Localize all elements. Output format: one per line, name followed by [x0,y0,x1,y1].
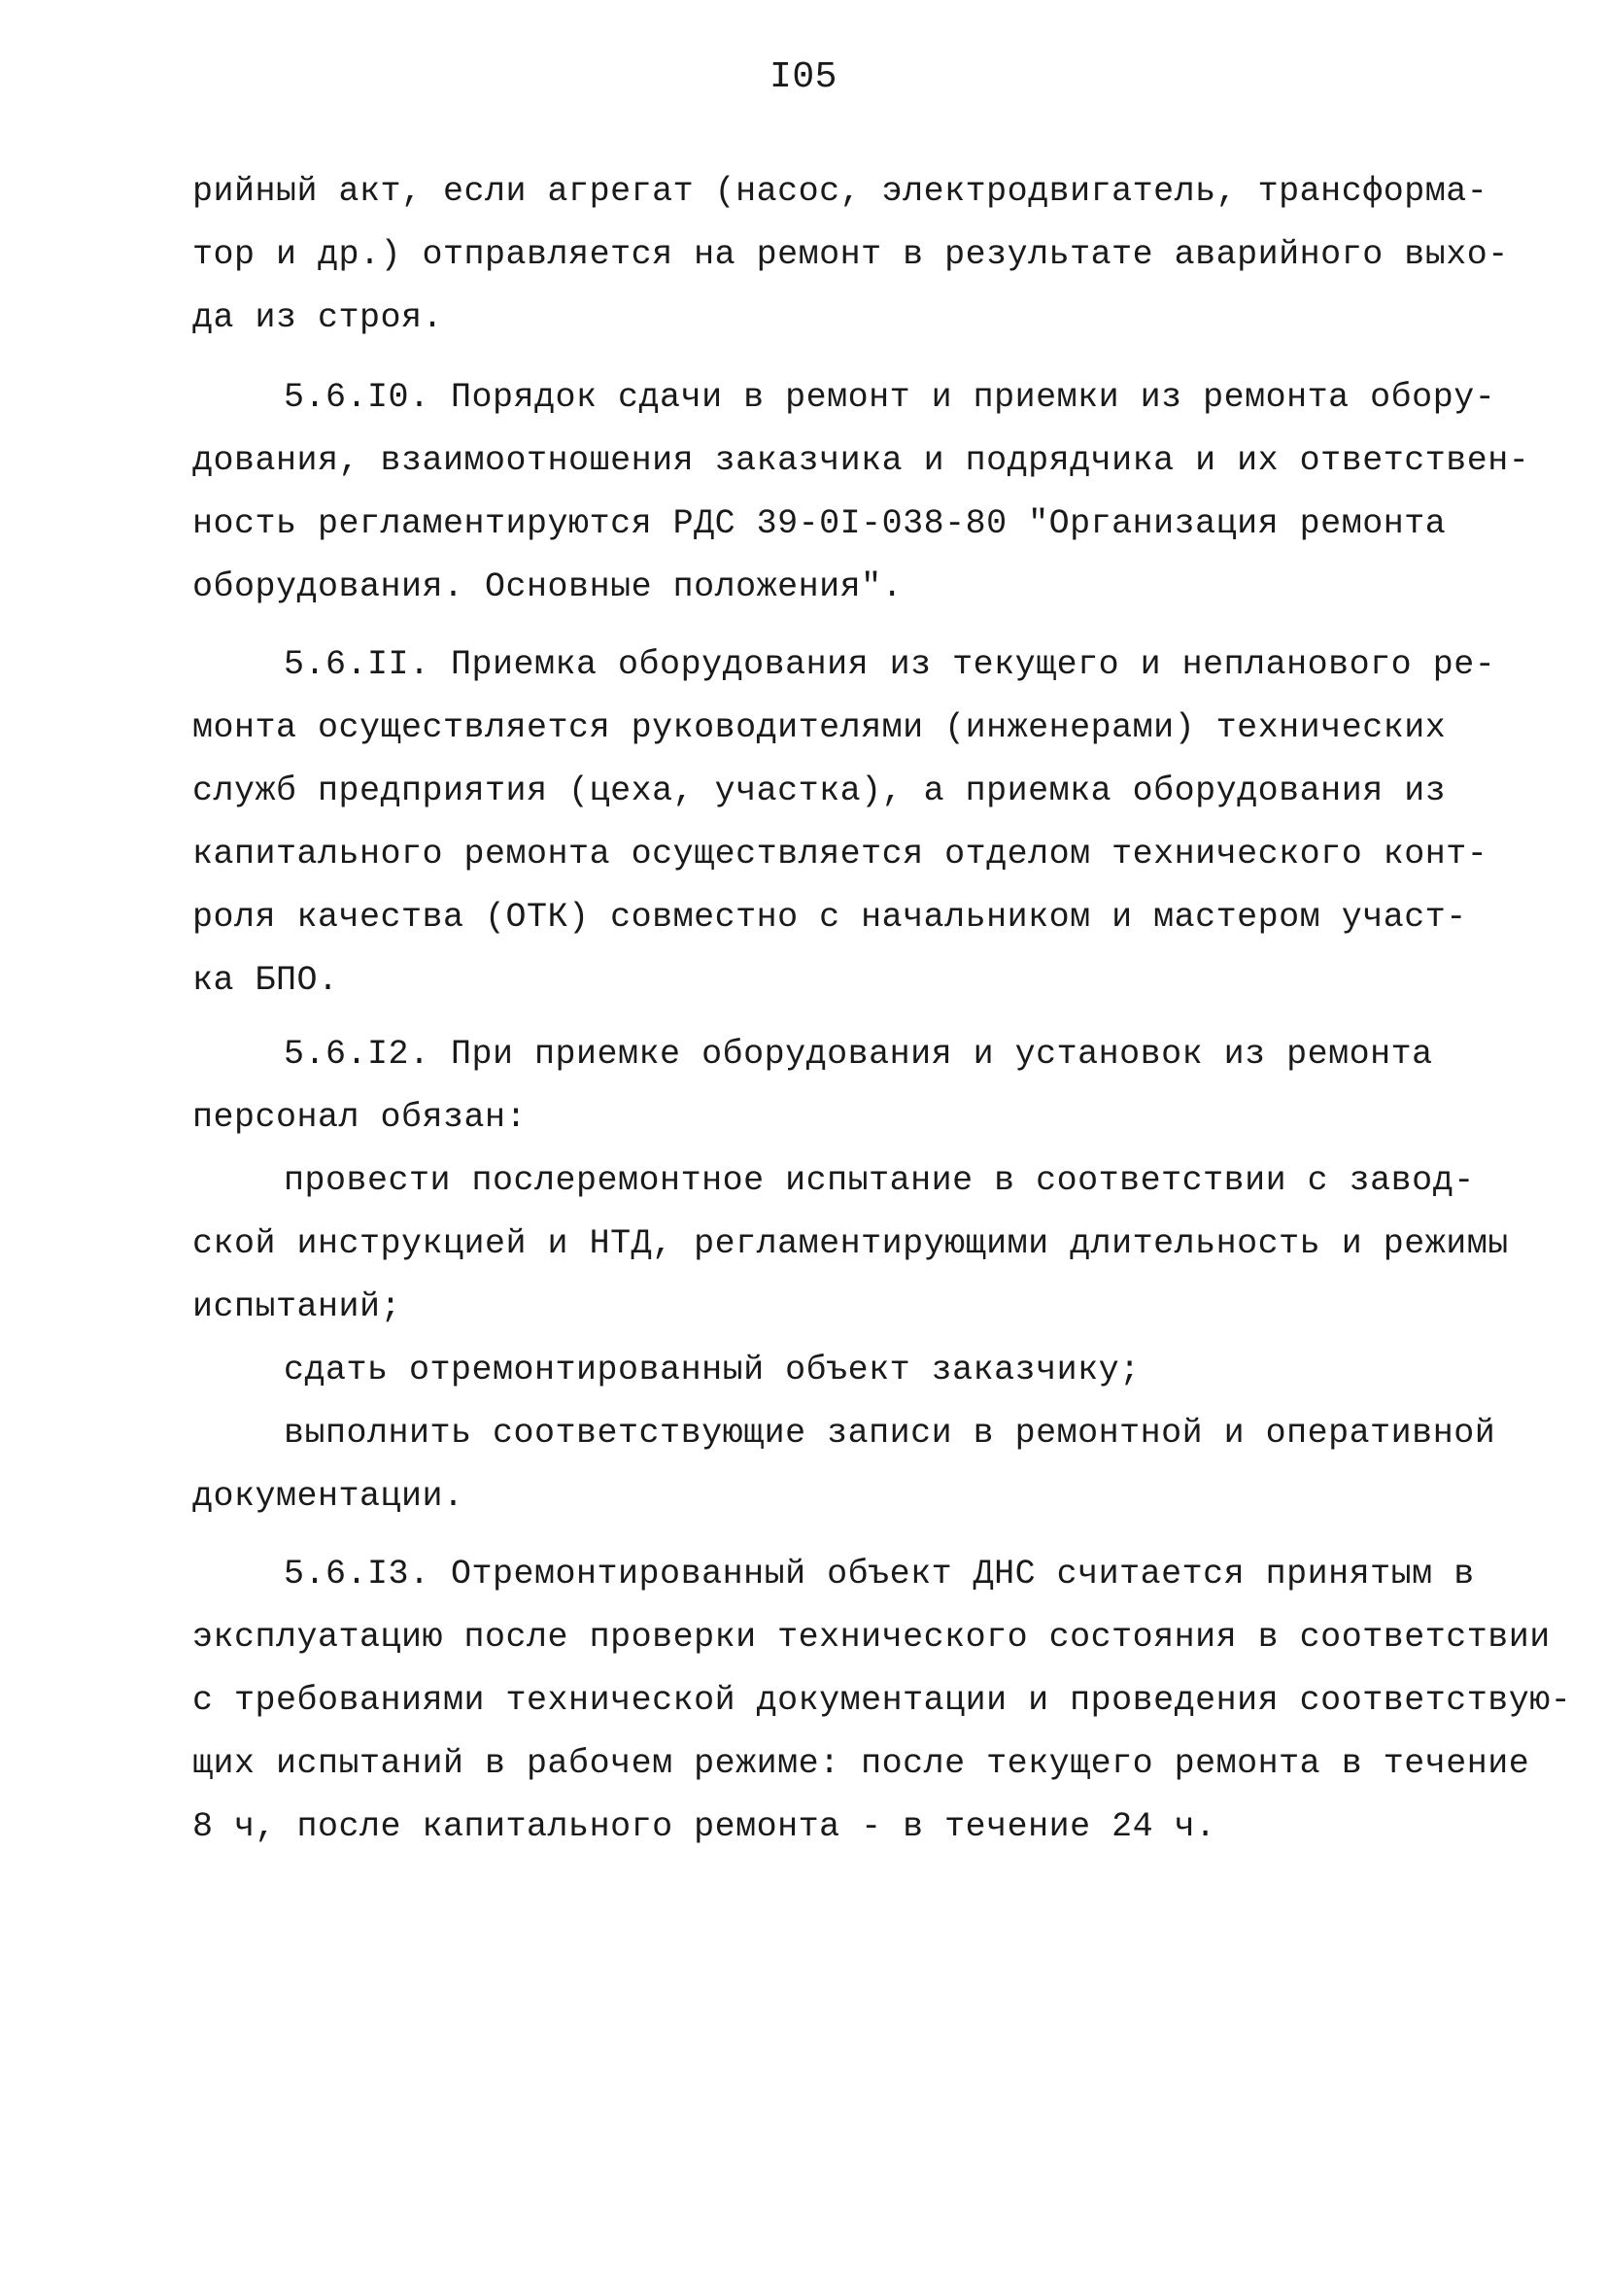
paragraph-5-6-12-heading-line: 5.6.I2. При приемке оборудования и установок из ремонта [284,1035,1433,1074]
list-item-line: провести послеремонтное испытание в соответствии с завод- [284,1161,1475,1200]
text-line: ка БПО. [192,961,339,1000]
text-line: монта осуществляется руководителями (инженерами) технических [192,708,1447,747]
text-line: щих испытаний в рабочем режиме: после текущего ремонта в течение [192,1744,1530,1783]
text-line: эксплуатацию после проверки технического состояния в соответствии [192,1618,1551,1657]
list-item-line: выполнить соответствующие записи в ремонтной и оперативной [284,1414,1496,1453]
paragraph-5-6-10-heading-line: 5.6.I0. Порядок сдачи в ремонт и приемки из ремонта обору- [284,378,1496,417]
text-line: персонал обязан: [192,1098,528,1137]
text-line: 8 ч, после капитального ремонта - в течение 24 ч. [192,1807,1216,1846]
text-line: капитального ремонта осуществляется отделом технического конт- [192,835,1488,874]
list-item-line: сдать отремонтированный объект заказчику; [284,1351,1141,1389]
text-line: рийный акт, если агрегат (насос, электродвигатель, трансформа- [192,172,1488,211]
text-line: да из строя. [192,298,444,337]
paragraph-5-6-13-heading-line: 5.6.I3. Отремонтированный объект ДНС считается принятым в [284,1555,1475,1593]
page-number: I05 [769,56,838,98]
text-line: тор и др.) отправляется на ремонт в результате аварийного выхо- [192,235,1509,274]
text-line: роля качества (ОТК) совместно с начальником и мастером участ- [192,898,1467,937]
text-line: испытаний; [192,1287,402,1326]
paragraph-5-6-11-heading-line: 5.6.II. Приемка оборудования из текущего и непланового ре- [284,645,1496,684]
text-line: ность регламентируются РДС 39-0I-038-80 "Организация ремонта [192,504,1447,543]
text-line: документации. [192,1477,464,1516]
text-line: оборудования. Основные положения". [192,567,904,606]
text-line: служб предприятия (цеха, участка), а приемка оборудования из [192,771,1447,810]
text-line: ской инструкцией и НТД, регламентирующими длительность и режимы [192,1224,1509,1263]
text-line: с требованиями технической документации и проведения соответствую- [192,1681,1572,1720]
text-line: дования, взаимоотношения заказчика и подрядчика и их ответствен- [192,441,1530,480]
